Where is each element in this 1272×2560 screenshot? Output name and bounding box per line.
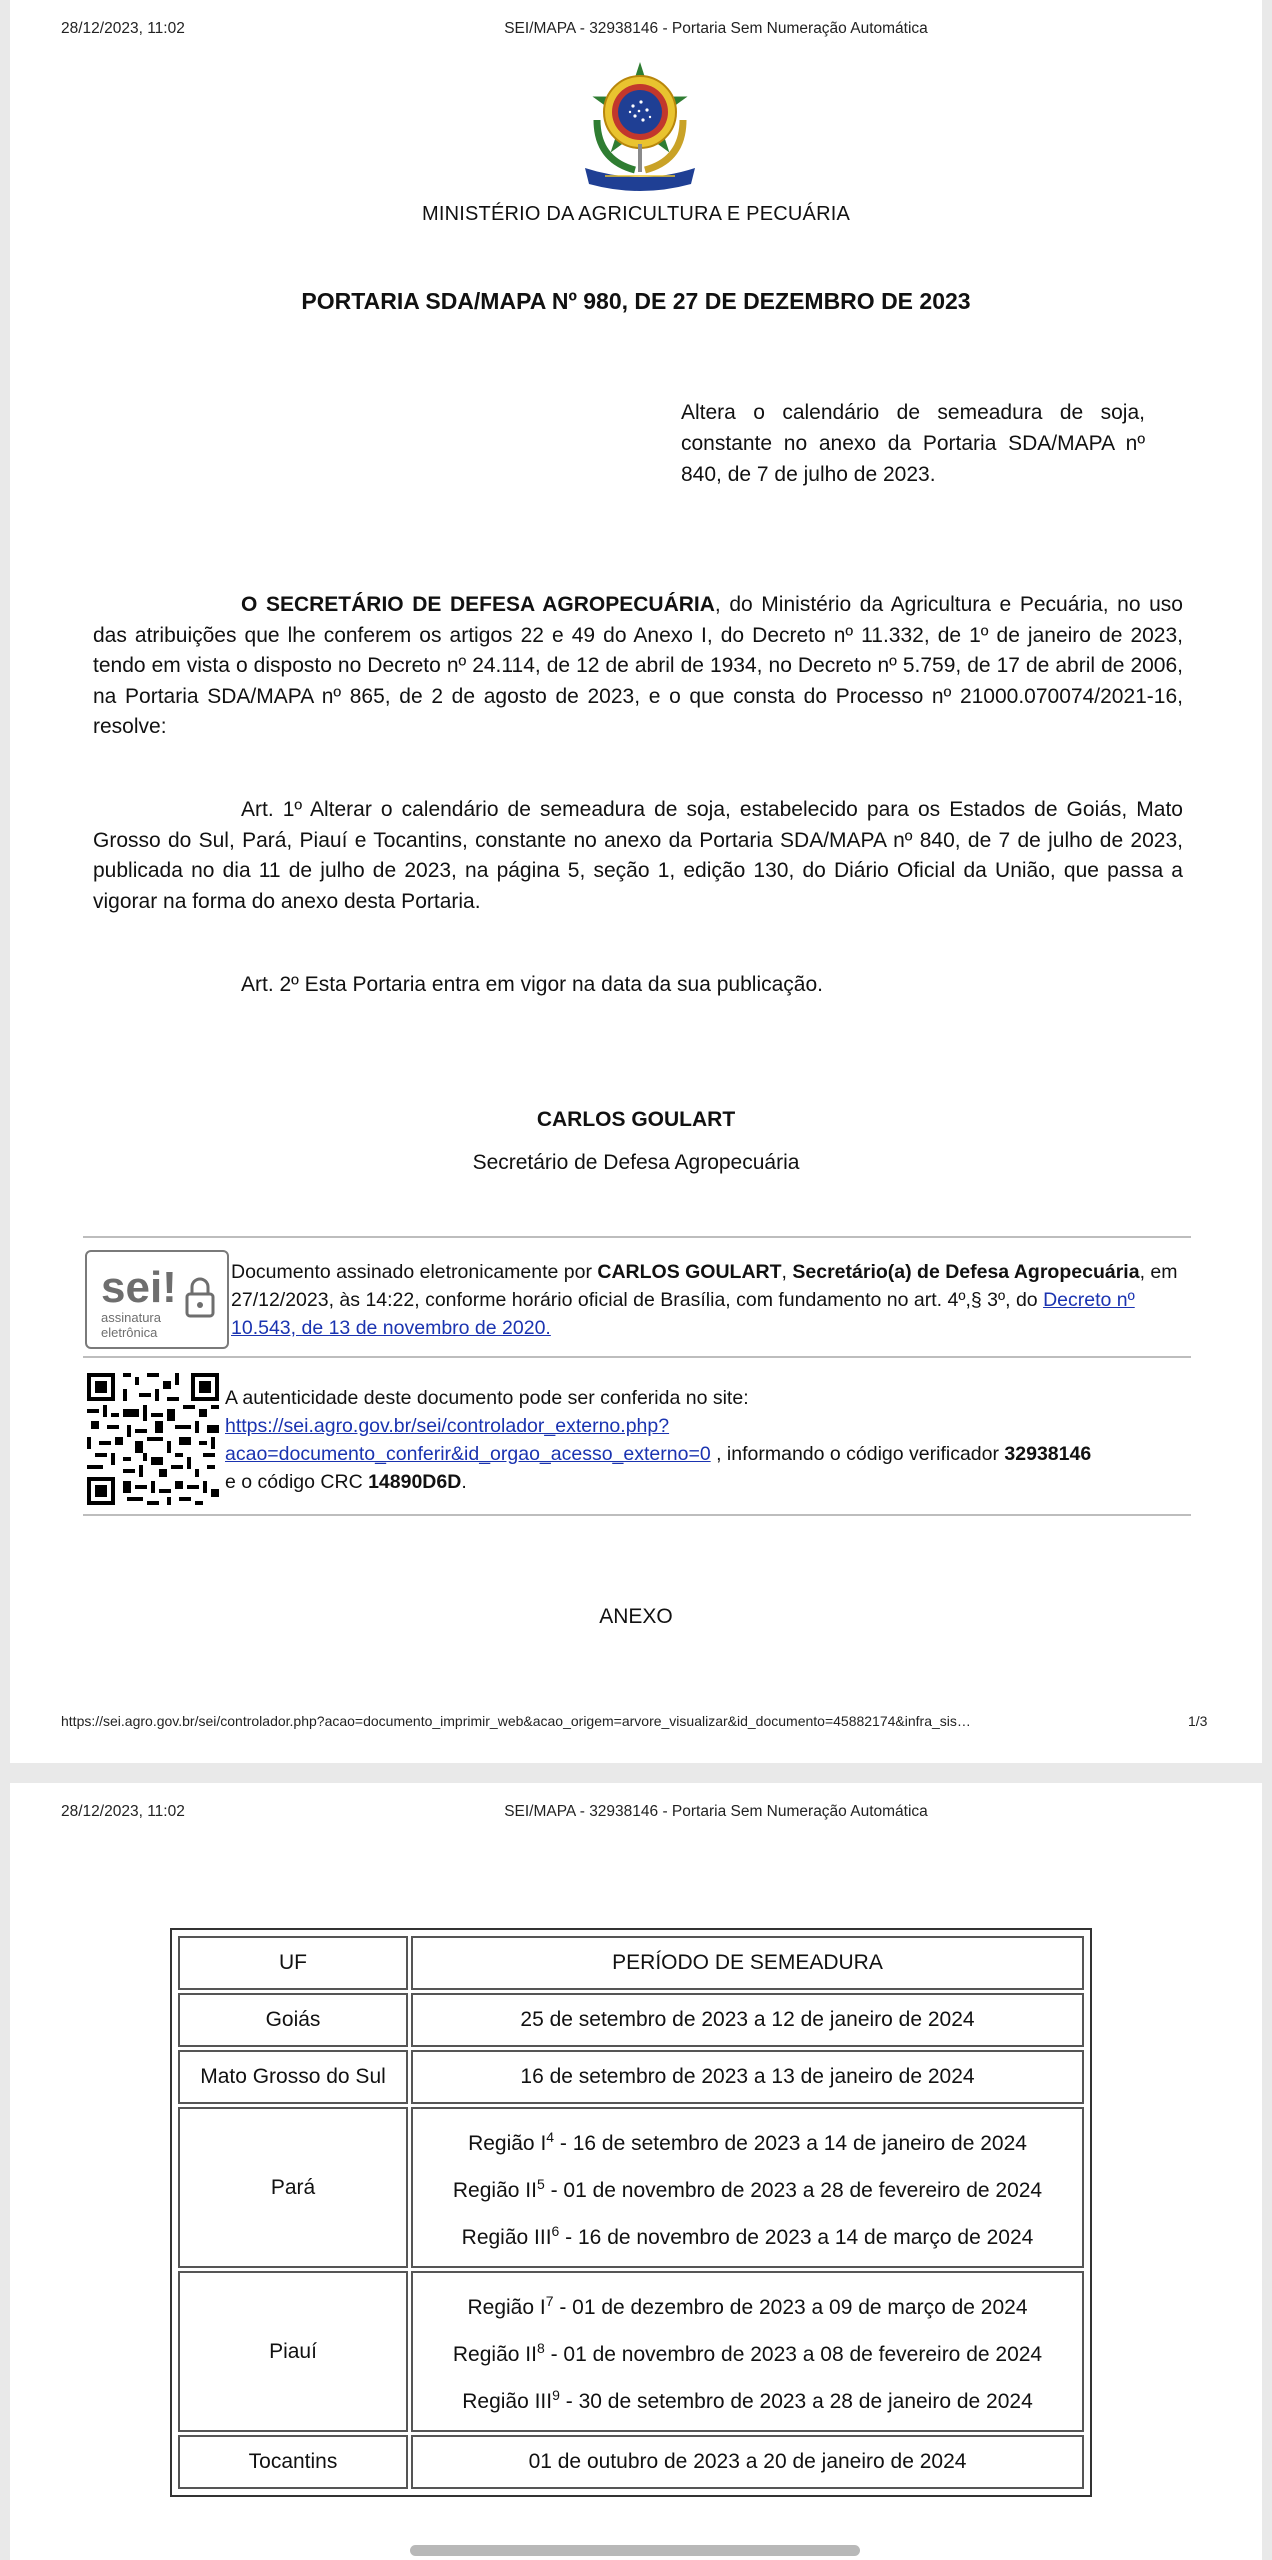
footnote-marker: 8 <box>536 2340 545 2356</box>
table-row <box>178 2050 1084 2104</box>
lock-icon <box>187 1279 213 1316</box>
divider <box>83 1356 1191 1358</box>
sowing-period: - 30 de setembro de 2023 a 28 de janeiro de 2024 <box>559 2390 1033 2413</box>
footnote-marker: 7 <box>545 2293 554 2309</box>
signature-statement: Documento assinado eletronicamente por CARLOS GOULART, Secretário(a) de Defesa Agropecuária, em 27/12/2023, às 14:22, conforme horário oficial de Brasília, com fundamento no art. 4º,§ 3º, do Decreto nº 10.543, de 13 de novembro de 2020. <box>231 1261 1178 1339</box>
signature-name: CARLOS GOULART <box>597 1261 782 1283</box>
verification-link[interactable]: https://sei.agro.gov.br/sei/controlador_externo.php? acao=documento_conferir&id_orgao_acesso_externo=0 <box>225 1415 711 1465</box>
intro-text: , do Ministério da Agricultura e Pecuária, no uso das atribuições que lhe conferem os artigos 22 e 49 do Anexo I, do Decreto nº 11.332, de 1º de janeiro de 2023, tendo em vista o disposto no Decreto nº 24.114, de 12 de abril de 1934, no Decreto nº 5.759, de 17 de abril de 2006, na Portaria SDA/MAPA nº 865, de 2 de agosto de 2023, e o que consta do Processo nº 21000.070074/2021-16, resolve: <box>93 593 1183 738</box>
article-2 <box>93 970 1183 1001</box>
table-cell-period <box>411 2271 1084 2432</box>
sowing-period: 25 de setembro de 2023 a 12 de janeiro de 2024 <box>520 2008 975 2031</box>
table-cell-uf: Pará <box>178 2107 408 2268</box>
portaria-title: PORTARIA SDA/MAPA Nº 980, DE 27 DE DEZEMBRO DE 2023 <box>301 288 971 314</box>
signature-role: Secretário(a) de Defesa Agropecuária <box>792 1261 1140 1283</box>
sowing-period: - 01 de dezembro de 2023 a 09 de março de 2024 <box>553 2296 1028 2319</box>
sowing-period: - 01 de novembro de 2023 a 08 de fevereiro de 2024 <box>544 2343 1043 2366</box>
table-cell-period <box>411 1993 1084 2047</box>
footnote-marker: 6 <box>551 2223 560 2239</box>
footnote-marker: 4 <box>546 2129 555 2145</box>
article-2-text: Art. 2º Esta Portaria entra em vigor na data da sua publicação. <box>241 973 823 996</box>
sowing-period: - 01 de novembro de 2023 a 28 de fevereiro de 2024 <box>544 2179 1043 2202</box>
region-label: Região I <box>467 2296 546 2319</box>
verification-statement: A autenticidade deste documento pode ser conferida no site: https://sei.agro.gov.br/sei/controlador_externo.php? acao=documento_conferir&id_orgao_acesso_externo=0 , informando o código verificador 32938146 e o código CRC 14890D6D. <box>225 1387 1092 1493</box>
table-row <box>178 2435 1084 2489</box>
sowing-period: - 16 de setembro de 2023 a 14 de janeiro de 2024 <box>554 2132 1027 2155</box>
print-header-title: SEI/MAPA - 32938146 - Portaria Sem Numeração Automática <box>504 1803 928 1820</box>
horizontal-scrollbar[interactable] <box>410 2545 860 2556</box>
document-page-1 <box>10 0 1262 1763</box>
table-cell-period <box>411 2107 1084 2268</box>
decree-link[interactable]: Decreto nº 10.543, de 13 de novembro de 2020. <box>231 1289 1135 1339</box>
table-cell-period <box>411 2435 1084 2489</box>
column-header-uf: UF <box>178 1936 408 1990</box>
anexo-heading: ANEXO <box>599 1605 673 1628</box>
divider <box>83 1236 1191 1238</box>
intro-paragraph <box>93 590 1183 743</box>
sowing-period: - 16 de novembro de 2023 a 14 de março de 2024 <box>559 2226 1034 2249</box>
print-header-title: SEI/MAPA - 32938146 - Portaria Sem Numeração Automática <box>504 20 928 37</box>
svg-text:assinatura: assinatura <box>101 1310 161 1325</box>
svg-text:eletrônica: eletrônica <box>101 1325 158 1340</box>
sowing-period: 16 de setembro de 2023 a 13 de janeiro de 2024 <box>520 2065 975 2088</box>
print-footer-url: https://sei.agro.gov.br/sei/controlador.php?acao=documento_imprimir_web&acao_origem=arvore_visualizar&id_documento=45882174&infra_sis… <box>61 1713 971 1729</box>
brazil-coat-of-arms-icon <box>575 60 705 195</box>
article-1-text: Art. 1º Alterar o calendário de semeadura de soja, estabelecido para os Estados de Goiás, Mato Grosso do Sul, Pará, Piauí e Tocantins, constante no anexo da Portaria SDA/MAPA nº 840, de 7 de julho de 2023, publicada no dia 11 de julho de 2023, na página 5, seção 1, edição 130, do Diário Oficial da União, que passa a vigorar na forma do anexo desta Portaria. <box>93 798 1183 913</box>
sowing-calendar-table <box>170 1928 1092 2497</box>
svg-text:sei!: sei! <box>101 1263 177 1312</box>
table-cell-uf: Mato Grosso do Sul <box>178 2050 408 2104</box>
intro-bold-subject: O SECRETÁRIO DE DEFESA AGROPECUÁRIA <box>241 593 715 616</box>
footnote-marker: 5 <box>536 2176 545 2192</box>
table-cell-uf: Tocantins <box>178 2435 408 2489</box>
print-datetime: 28/12/2023, 11:02 <box>61 20 185 37</box>
column-header-period: PERÍODO DE SEMEADURA <box>411 1936 1084 1990</box>
ministry-name: MINISTÉRIO DA AGRICULTURA E PECUÁRIA <box>421 203 851 225</box>
region-label: Região II <box>452 2179 537 2202</box>
sowing-period: 01 de outubro de 2023 a 20 de janeiro de 2024 <box>528 2450 967 2473</box>
table-cell-uf: Piauí <box>178 2271 408 2432</box>
sei-signature-logo <box>85 1250 229 1349</box>
signer-name: CARLOS GOULART <box>536 1108 736 1131</box>
region-label: Região II <box>452 2343 537 2366</box>
region-label: Região III <box>462 2390 553 2413</box>
table-header-row <box>178 1936 1084 1990</box>
article-1 <box>93 795 1183 917</box>
print-datetime: 28/12/2023, 11:02 <box>61 1803 185 1820</box>
footnote-marker: 9 <box>552 2387 560 2403</box>
signer-role: Secretário de Defesa Agropecuária <box>472 1151 800 1174</box>
ementa: Altera o calendário de semeadura de soja, constante no anexo da Portaria SDA/MAPA nº 840, de 7 de julho de 2023. <box>681 401 1145 486</box>
table-row <box>178 1993 1084 2047</box>
divider <box>83 1514 1191 1516</box>
crc-code: 14890D6D <box>368 1471 462 1493</box>
qr-code-icon <box>87 1373 219 1505</box>
page-number: 1/3 <box>1188 1713 1208 1729</box>
table-cell-uf: Goiás <box>178 1993 408 2047</box>
table-cell-period <box>411 2050 1084 2104</box>
verifier-code: 32938146 <box>1004 1443 1092 1465</box>
region-label: Região III <box>461 2226 552 2249</box>
table-row <box>178 2107 1084 2268</box>
region-label: Região I <box>468 2132 547 2155</box>
table-row <box>178 2271 1084 2432</box>
